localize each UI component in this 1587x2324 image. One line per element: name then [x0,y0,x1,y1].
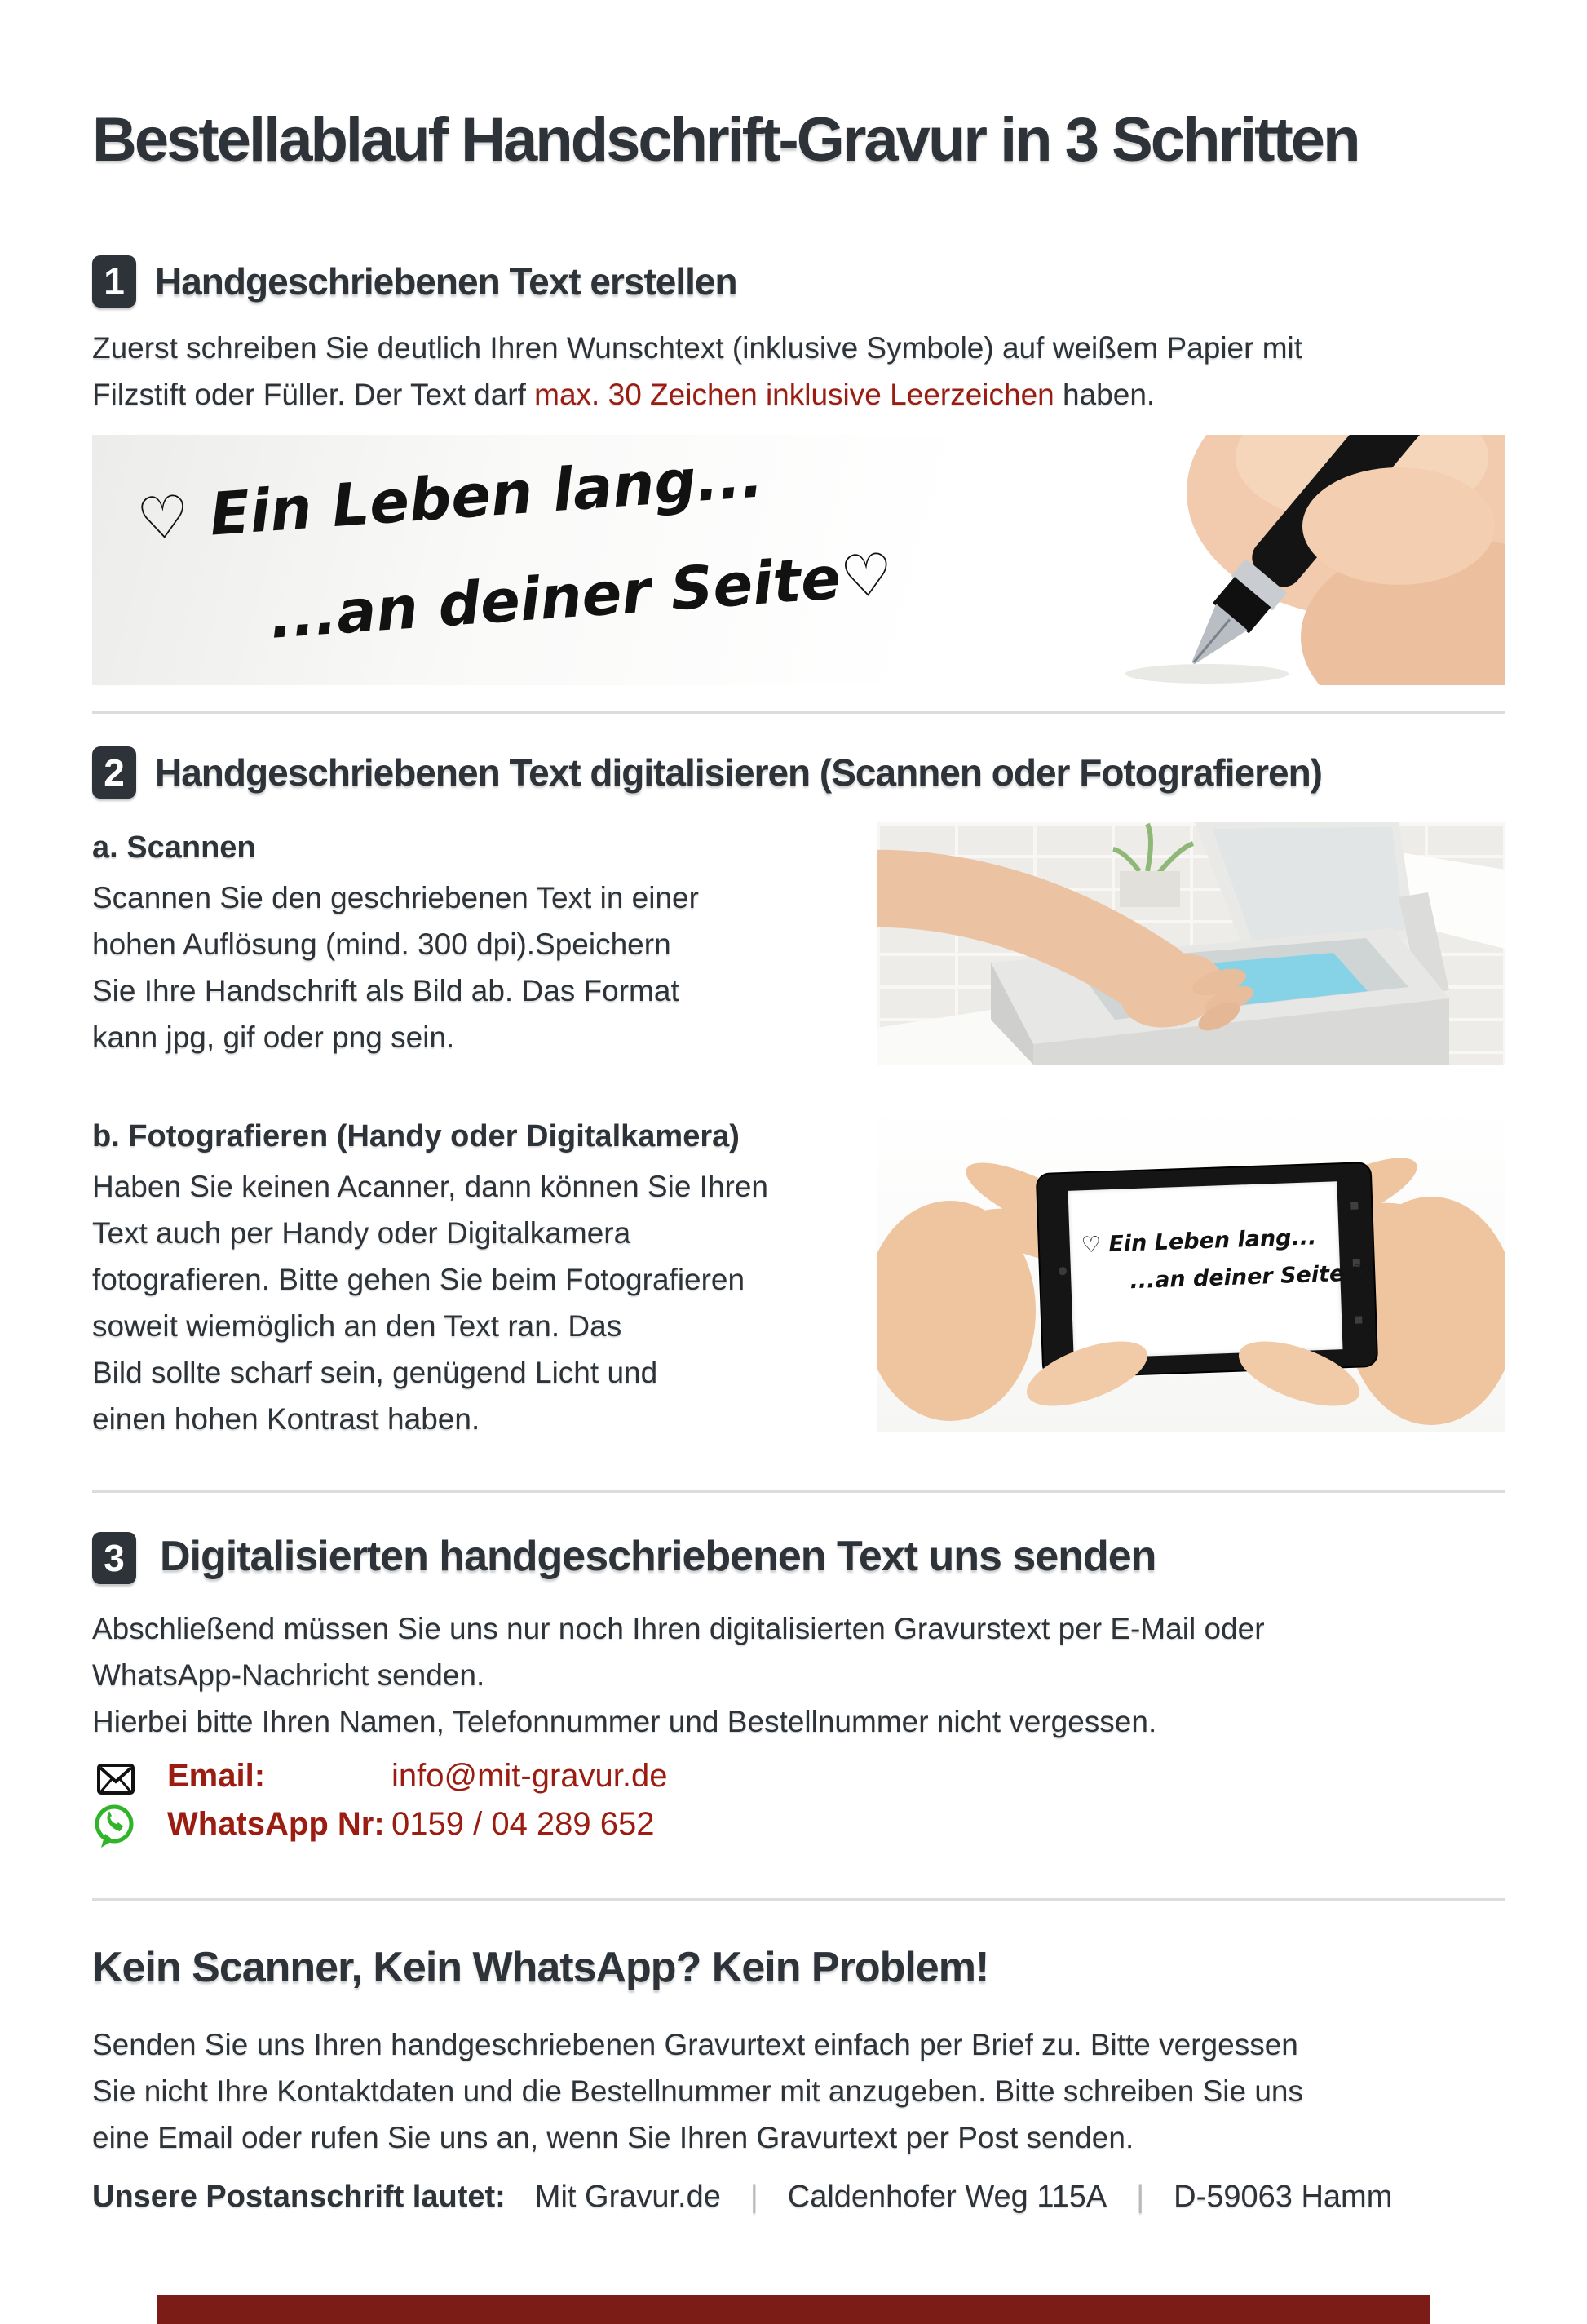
step1-body-line2-prefix: Filzstift oder Füller. Der Text darf [92,378,535,411]
step2b-line: Haben Sie keinen Acanner, dann können Sie Ihren [92,1170,769,1203]
step2b-line: fotografieren. Bitte gehen Sie beim Fotografieren [92,1263,745,1296]
step2-heading: Handgeschriebenen Text digitalisieren (Scannen oder Fotografieren) [155,751,1322,794]
no-scanner-line: Senden Sie uns Ihren handgeschriebenen Gravurtext einfach per Brief zu. Bitte vergessen [92,2028,1298,2061]
scanner-photo [877,822,1505,1065]
step2a-line: hohen Auflösung (mind. 300 dpi).Speichern [92,927,671,961]
section-divider-3 [92,1898,1505,1901]
step1-body-line2 [92,371,1302,418]
step1-number-badge [92,255,136,308]
step2a-line: kann jpg, gif oder png sein. [92,1020,455,1054]
step1-number: 1 [104,260,125,303]
section-divider-1 [92,711,1505,714]
postal-separator: | [749,2180,758,2214]
email-label: Email: [167,1758,266,1794]
step1-body-line1: Zuerst schreiben Sie deutlich Ihren Wunschtext (inklusive Symbole) auf weißem Papier mit [92,331,1303,365]
step2b-line: Bild sollte scharf sein, genügend Licht und [92,1356,658,1389]
postal-company: Mit Gravur.de [534,2180,721,2214]
postal-separator: | [1136,2180,1145,2214]
handwriting-pen-photo [92,435,1505,685]
step1-heading: Handgeschriebenen Text erstellen [155,260,737,303]
footer-accent-bar [157,2295,1430,2324]
phone-screen-text-line1: ♡ Ein Leben lang... [1081,1224,1317,1259]
phone-photo [877,1103,1505,1432]
section-divider-2 [92,1490,1505,1493]
step1-body [92,325,1302,418]
step3-number: 3 [104,1537,125,1579]
step2b-body [92,1163,768,1442]
envelope-icon [96,1762,135,1796]
step1-character-limit-highlight: max. 30 Zeichen inklusive Leerzeichen [534,378,1054,411]
postal-city: D-59063 Hamm [1174,2180,1393,2214]
no-scanner-heading: Kein Scanner, Kein WhatsApp? Kein Problem! [92,1944,989,1991]
step3-body [92,1605,1265,1745]
postal-street: Caldenhofer Weg 115A [787,2180,1107,2214]
step2-number: 2 [104,751,125,794]
step2a-subheading: a. Scannen [92,830,256,865]
step3-line: WhatsApp-Nachricht senden. [92,1658,485,1692]
step3-line: Abschließend müssen Sie uns nur noch Ihren digitalisierten Gravurstext per E-Mail oder [92,1612,1265,1645]
whatsapp-number[interactable]: 0159 / 04 289 652 [391,1806,655,1842]
step2a-body [92,874,699,1060]
phone-hands-illustration-front [877,1103,1505,1432]
step3-number-badge [92,1532,136,1584]
step3-heading: Digitalisierten handgeschriebenen Text uns senden [160,1533,1156,1580]
step1-body-line2-suffix: haben. [1054,378,1156,411]
step2b-line: Text auch per Handy oder Digitalkamera [92,1216,631,1250]
scanner-illustration [877,822,1505,1065]
phone-screen-text-line2: ...an deiner Seite ♡ [1129,1259,1373,1295]
postal-address-line [92,2180,1392,2215]
step3-line: Hierbei bitte Ihren Namen, Telefonnummer und Bestellnummer nicht vergessen. [92,1705,1157,1738]
step2b-subheading: b. Fotografieren (Handy oder Digitalkamera) [92,1119,740,1153]
postal-label: Unsere Postanschrift lautet: [92,2180,506,2214]
fountain-pen-hand-illustration [869,435,1505,685]
no-scanner-body [92,2021,1303,2161]
email-address[interactable]: info@mit-gravur.de [391,1758,668,1794]
no-scanner-line: Sie nicht Ihre Kontaktdaten und die Bestellnummer mit anzugeben. Bitte schreiben Sie uns [92,2074,1303,2108]
step2a-line: Scannen Sie den geschriebenen Text in einer [92,881,699,914]
step2b-line: einen hohen Kontrast haben. [92,1402,480,1436]
step2b-line: soweit wiemöglich an den Text ran. Das [92,1309,622,1343]
handwriting-sample-line1: ♡ Ein Leben lang... [135,441,766,554]
page-title: Bestellablauf Handschrift-Gravur in 3 Schritten [92,105,1359,175]
no-scanner-line: eine Email oder rufen Sie uns an, wenn Sie Ihren Gravurtext per Post senden. [92,2121,1134,2154]
handwriting-sample-line2: ...an deiner Seite♡ [267,539,895,652]
whatsapp-label: WhatsApp Nr: [167,1806,385,1842]
step2a-line: Sie Ihre Handschrift als Bild ab. Das Format [92,974,679,1007]
step2-number-badge [92,746,136,799]
whatsapp-icon [91,1803,137,1850]
